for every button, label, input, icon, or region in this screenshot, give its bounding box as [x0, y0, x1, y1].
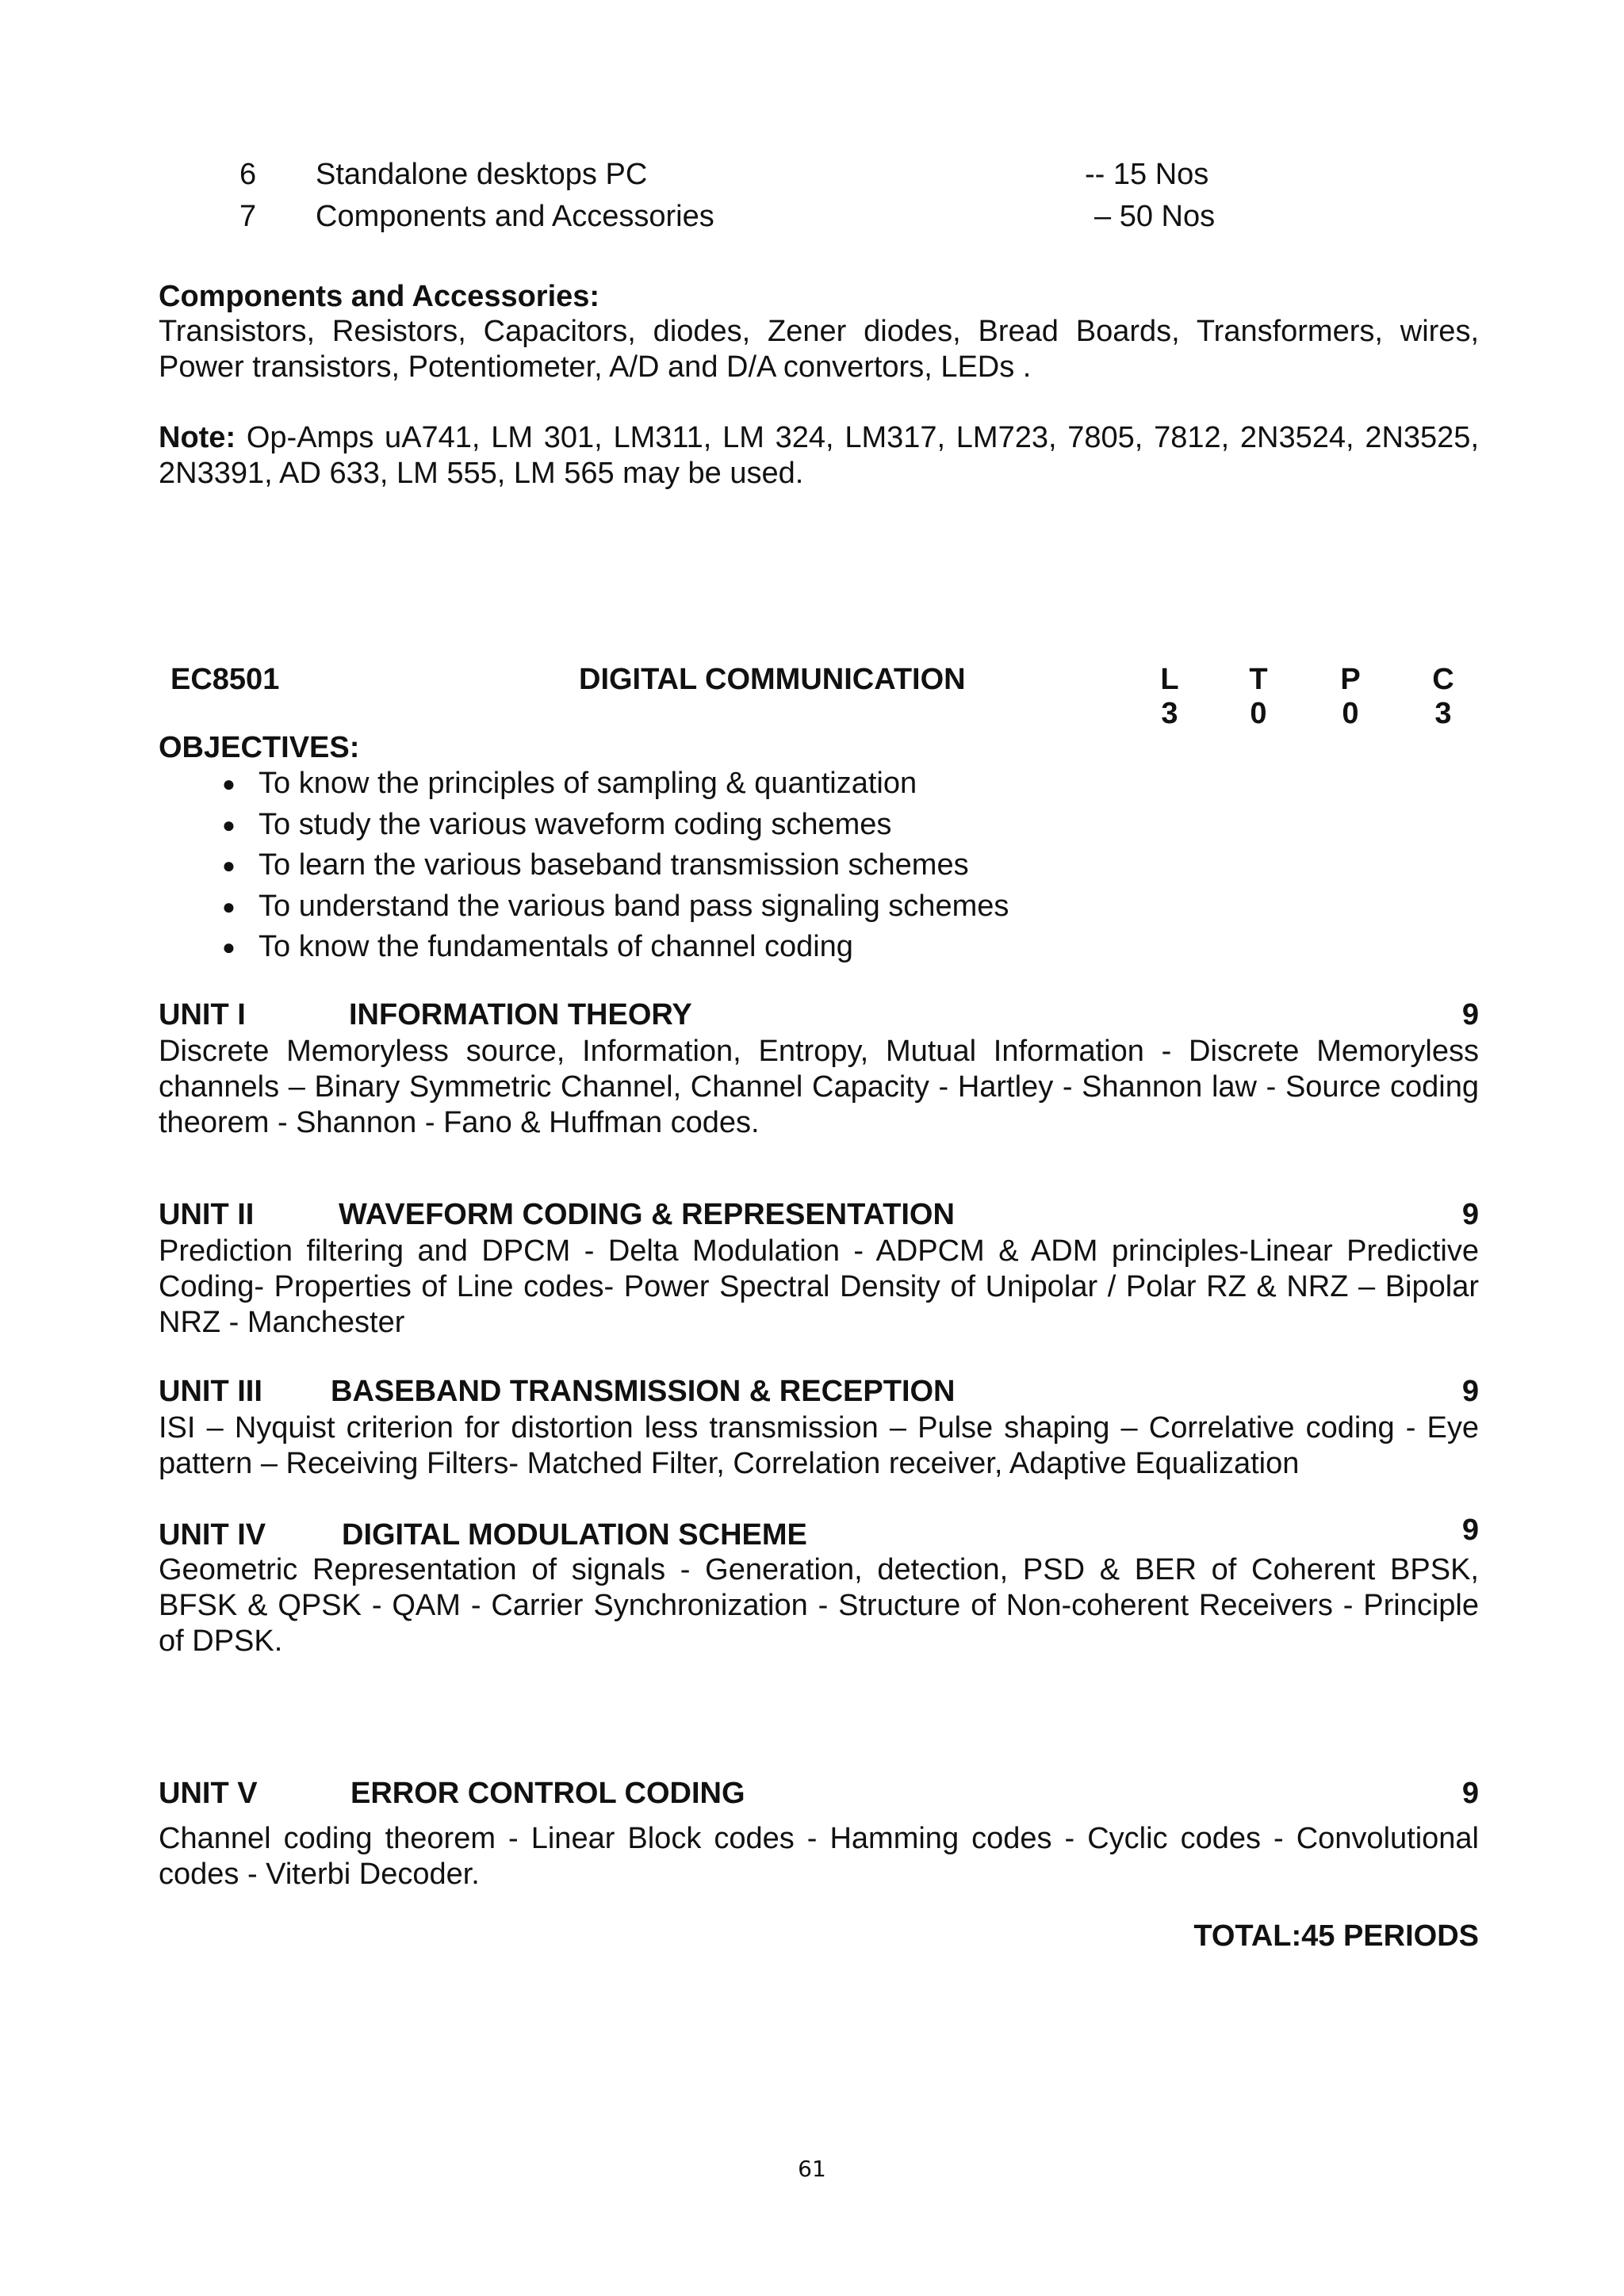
ltpc-value-c: 3	[1434, 697, 1452, 730]
equipment-number: 6	[239, 158, 257, 191]
ltpc-value-p: 0	[1342, 697, 1359, 730]
unit-label: UNIT III	[159, 1375, 262, 1408]
objective-text: To understand the various band pass signaling schemes	[259, 889, 1009, 923]
ltpc-value-t: 0	[1250, 697, 1267, 730]
unit-label: UNIT V	[159, 1777, 258, 1810]
note-paragraph	[159, 420, 1479, 492]
objective-text: To know the principles of sampling & quantization	[259, 767, 917, 800]
equipment-name: Standalone desktops PC	[316, 158, 648, 191]
unit-hours: 9	[1461, 1777, 1479, 1810]
components-heading: Components and Accessories:	[159, 280, 600, 313]
unit-heading	[159, 1776, 1479, 1812]
equipment-item	[0, 157, 1624, 198]
unit-heading	[159, 1374, 1479, 1410]
ltpc-label-c: C	[1432, 663, 1454, 696]
list-item	[214, 927, 1009, 968]
equipment-item	[0, 199, 1624, 240]
unit-heading	[159, 1197, 1479, 1234]
course-code: EC8501	[170, 663, 280, 696]
unit-content: Discrete Memoryless source, Information, Entropy, Mutual Information - Discrete Memoryless channels – Binary Symmetric Channel, Channel Capacity - Hartley - Shannon law - Source coding theorem - Shannon - Fano & Huffman codes.	[159, 1035, 1479, 1139]
unit-title: INFORMATION THEORY	[349, 998, 692, 1031]
note-text: Op-Amps uA741, LM 301, LM311, LM 324, LM317, LM723, 7805, 7812, 2N3524, 2N3525, 2N3391, AD 633, LM 555, LM 565 may be used.	[159, 421, 1479, 490]
unit-label: UNIT II	[159, 1198, 255, 1231]
unit-hours: 9	[1461, 1513, 1479, 1547]
unit-hours: 9	[1461, 1375, 1479, 1408]
unit-label: UNIT I	[159, 998, 246, 1031]
unit-title: DIGITAL MODULATION SCHEME	[342, 1518, 807, 1552]
equipment-name: Components and Accessories	[316, 200, 714, 233]
ltpc-label-t: T	[1249, 663, 1268, 696]
list-item	[214, 763, 1009, 805]
unit-hours: 9	[1461, 1198, 1479, 1231]
objective-text: To study the various waveform coding schemes	[259, 807, 892, 841]
total-periods: TOTAL:45 PERIODS	[1193, 1919, 1479, 1953]
course-title: DIGITAL COMMUNICATION	[579, 663, 966, 696]
objective-text: To know the fundamentals of channel coding	[259, 930, 853, 963]
unit-content: Geometric Representation of signals - Generation, detection, PSD & BER of Coherent BPSK, BFSK & QPSK - QAM - Carrier Synchronization - Structure of Non-coherent Receivers - Principle of DPSK.	[159, 1553, 1479, 1658]
bullet-icon: ●	[222, 853, 236, 878]
unit-content: Prediction filtering and DPCM - Delta Modulation - ADPCM & ADM principles-Linear Predictive Coding- Properties of Line codes- Power Spectral Density of Unipolar / Polar RZ & NRZ – Bipolar NRZ - Manchester	[159, 1234, 1479, 1339]
unit-content: Channel coding theorem - Linear Block codes - Hamming codes - Cyclic codes - Convolutional codes - Viterbi Decoder.	[159, 1822, 1479, 1891]
unit-title: BASEBAND TRANSMISSION & RECEPTION	[331, 1375, 956, 1408]
bullet-icon: ●	[222, 935, 236, 959]
list-item	[214, 886, 1009, 928]
unit-label: UNIT IV	[159, 1518, 266, 1552]
unit-heading	[159, 997, 1479, 1034]
objective-text: To learn the various baseband transmission schemes	[259, 848, 969, 882]
objectives-heading: OBJECTIVES:	[159, 731, 360, 764]
unit-content: ISI – Nyquist criterion for distortion less transmission – Pulse shaping – Correlative coding - Eye pattern – Receiving Filters- Matched Filter, Correlation receiver, Adaptive Equalization	[159, 1411, 1479, 1480]
unit-hours: 9	[1461, 998, 1479, 1031]
components-text: Transistors, Resistors, Capacitors, diodes, Zener diodes, Bread Boards, Transformers, wires, Power transistors, Potentiometer, A/D and D/A convertors, LEDs .	[159, 315, 1479, 384]
ltpc-label-p: P	[1340, 663, 1361, 696]
equipment-quantity: -- 15 Nos	[1085, 158, 1209, 191]
bullet-icon: ●	[222, 771, 236, 796]
unit-heading	[159, 1513, 1479, 1554]
bullet-icon: ●	[222, 894, 236, 919]
equipment-number: 7	[239, 200, 257, 233]
page-number: 61	[798, 2156, 826, 2182]
list-item	[214, 805, 1009, 846]
equipment-quantity: – 50 Nos	[1094, 200, 1216, 233]
list-item	[214, 845, 1009, 886]
unit-title: WAVEFORM CODING & REPRESENTATION	[339, 1198, 955, 1231]
bullet-icon: ●	[222, 812, 236, 837]
unit-title: ERROR CONTROL CODING	[350, 1777, 745, 1810]
note-label: Note:	[159, 421, 236, 454]
ltpc-label-l: L	[1160, 663, 1179, 696]
objectives-list	[214, 763, 1009, 968]
ltpc-value-l: 3	[1161, 697, 1178, 730]
